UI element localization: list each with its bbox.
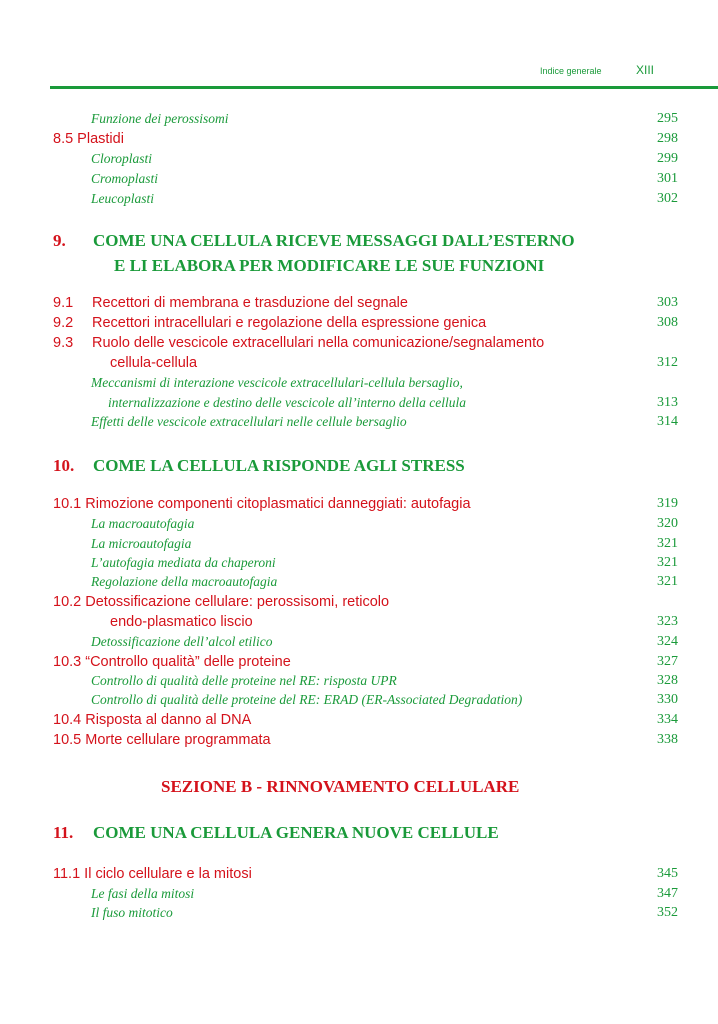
toc-entry bbox=[0, 375, 718, 395]
running-header-title: Indice generale bbox=[540, 66, 602, 76]
entry-title: 10.4 Risposta al danno al DNA bbox=[53, 712, 252, 728]
entry-page: 327 bbox=[657, 654, 678, 669]
entry-page: 302 bbox=[657, 191, 678, 206]
entry-title: Funzione dei perossisomi bbox=[91, 111, 229, 126]
entry-title-continued: cellula-cellula bbox=[110, 355, 198, 371]
entry-number: 9.3 bbox=[53, 335, 74, 351]
entry-page: 312 bbox=[657, 355, 678, 370]
entry-title: Recettori intracellulari e regolazione della espressione genica bbox=[92, 315, 487, 331]
entry-title: L’autofagia mediata da chaperoni bbox=[91, 555, 276, 570]
chapter-title: COME UNA CELLULA RICEVE MESSAGGI DALL’ESTERNO bbox=[93, 231, 575, 250]
entry-title-continued: internalizzazione e destino delle vescicole all’interno della cellula bbox=[108, 395, 467, 410]
entry-title: Cloroplasti bbox=[91, 151, 153, 166]
entry-page: 301 bbox=[657, 171, 678, 186]
toc-entry bbox=[0, 191, 718, 211]
toc-entry bbox=[0, 732, 718, 752]
entry-page: 313 bbox=[657, 395, 678, 410]
entry-page: 299 bbox=[657, 151, 678, 166]
entry-page: 298 bbox=[657, 131, 678, 146]
toc-entry bbox=[0, 151, 718, 171]
toc-entry bbox=[0, 516, 718, 536]
entry-title: 10.1 Rimozione componenti citoplasmatici danneggiati: autofagia bbox=[53, 496, 471, 512]
entry-page: 330 bbox=[657, 692, 678, 707]
toc-entry bbox=[0, 355, 718, 375]
entry-title: Il fuso mitotico bbox=[91, 905, 173, 920]
entry-page: 324 bbox=[657, 634, 678, 649]
page-number: XIII bbox=[636, 63, 655, 77]
entry-page: 320 bbox=[657, 516, 678, 531]
chapter-title: COME UNA CELLULA GENERA NUOVE CELLULE bbox=[93, 823, 499, 842]
chapter-title: COME LA CELLULA RISPONDE AGLI STRESS bbox=[93, 456, 465, 475]
entry-title-continued: endo-plasmatico liscio bbox=[110, 614, 253, 630]
entry-page: 319 bbox=[657, 496, 678, 511]
entry-title: 8.5 Plastidi bbox=[53, 131, 124, 147]
header-rule bbox=[50, 86, 718, 89]
entry-title: Cromoplasti bbox=[91, 171, 159, 186]
entry-page: 338 bbox=[657, 732, 678, 747]
toc-entry bbox=[0, 634, 718, 654]
toc-entry bbox=[0, 335, 718, 355]
entry-title: Detossificazione dell’alcol etilico bbox=[91, 634, 273, 649]
toc-entry bbox=[0, 866, 718, 886]
entry-title: 11.1 Il ciclo cellulare e la mitosi bbox=[53, 866, 252, 882]
entry-page: 334 bbox=[657, 712, 678, 727]
entry-title: Recettori di membrana e trasduzione del segnale bbox=[92, 295, 408, 311]
entry-page: 352 bbox=[657, 905, 678, 920]
toc-entry bbox=[0, 673, 718, 693]
entry-title: Ruolo delle vescicole extracellulari nella comunicazione/segnalamento bbox=[92, 335, 545, 351]
entry-title: Controllo di qualità delle proteine nel RE: risposta UPR bbox=[91, 673, 397, 688]
entry-title: Controllo di qualità delle proteine del RE: ERAD (ER-Associated Degradation) bbox=[91, 692, 523, 707]
entry-title: 10.5 Morte cellulare programmata bbox=[53, 732, 271, 748]
chapter-number: 9. bbox=[53, 231, 66, 250]
chapter-number: 11. bbox=[53, 823, 74, 842]
chapter-title-continued: E LI ELABORA PER MODIFICARE LE SUE FUNZIONI bbox=[114, 256, 545, 275]
toc-entry bbox=[0, 111, 718, 131]
entry-number: 9.1 bbox=[53, 295, 74, 311]
entry-page: 295 bbox=[657, 111, 678, 126]
toc-entry bbox=[0, 414, 718, 434]
entry-title: 10.3 “Controllo qualità” delle proteine bbox=[53, 654, 291, 670]
toc-entry bbox=[0, 712, 718, 732]
toc-entry bbox=[0, 395, 718, 415]
entry-page: 347 bbox=[657, 886, 678, 901]
toc-entry bbox=[0, 905, 718, 925]
entry-title: Leucoplasti bbox=[91, 191, 154, 206]
entry-title: Meccanismi di interazione vescicole extracellulari-cellula bersaglio, bbox=[91, 375, 463, 390]
entry-page: 321 bbox=[657, 536, 678, 551]
entry-title: La macroautofagia bbox=[91, 516, 195, 531]
toc-entry bbox=[0, 496, 718, 516]
entry-title: La microautofagia bbox=[91, 536, 192, 551]
toc-entry bbox=[0, 555, 718, 575]
toc-entry bbox=[0, 594, 718, 614]
entry-title: Le fasi della mitosi bbox=[91, 886, 195, 901]
entry-page: 328 bbox=[657, 673, 678, 688]
toc-entry bbox=[0, 886, 718, 906]
toc-entry bbox=[0, 131, 718, 151]
toc-entry bbox=[0, 574, 718, 594]
toc-entry bbox=[0, 536, 718, 556]
toc-entry bbox=[0, 654, 718, 674]
entry-number: 9.2 bbox=[53, 315, 74, 331]
toc-entry bbox=[0, 692, 718, 712]
chapter-number: 10. bbox=[53, 456, 75, 475]
section-heading: SEZIONE B - RINNOVAMENTO CELLULARE bbox=[161, 777, 520, 796]
entry-title: 10.2 Detossificazione cellulare: perossisomi, reticolo bbox=[53, 594, 390, 610]
entry-page: 321 bbox=[657, 555, 678, 570]
entry-title: Effetti delle vescicole extracellulari nelle cellule bersaglio bbox=[91, 414, 407, 429]
toc-entry bbox=[0, 315, 718, 335]
entry-page: 345 bbox=[657, 866, 678, 881]
entry-page: 314 bbox=[657, 414, 678, 429]
entry-page: 323 bbox=[657, 614, 678, 629]
toc-entry bbox=[0, 171, 718, 191]
entry-page: 308 bbox=[657, 315, 678, 330]
entry-page: 303 bbox=[657, 295, 678, 310]
entry-title: Regolazione della macroautofagia bbox=[91, 574, 278, 589]
toc-entry bbox=[0, 614, 718, 634]
toc-entry bbox=[0, 295, 718, 315]
entry-page: 321 bbox=[657, 574, 678, 589]
